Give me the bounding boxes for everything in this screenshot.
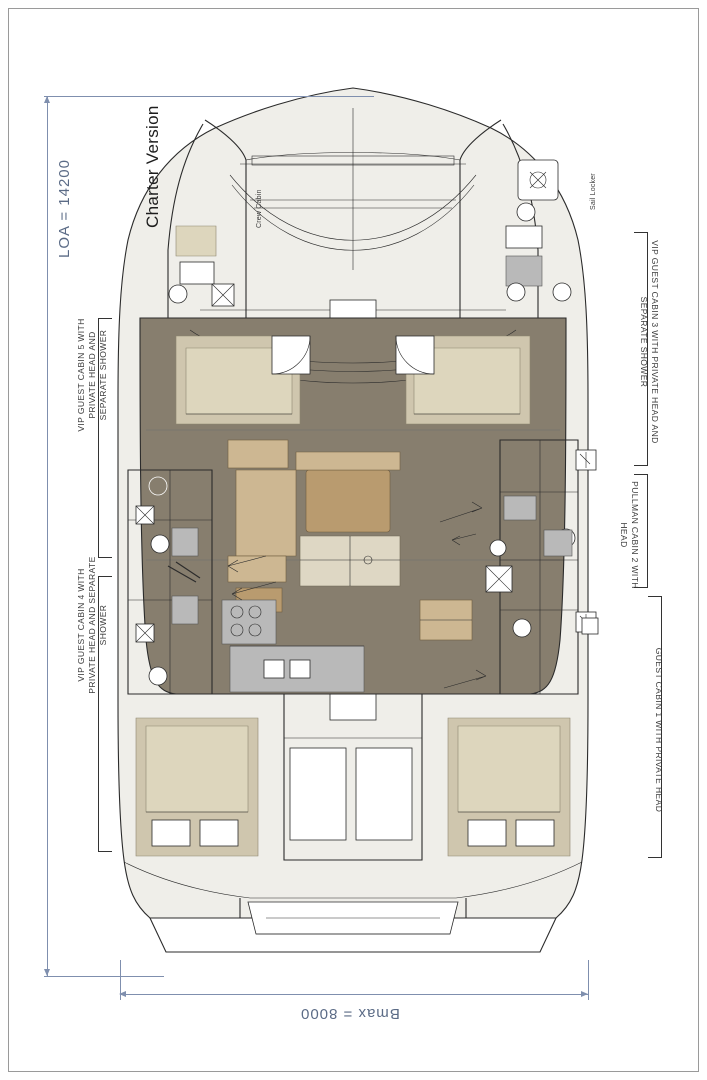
bracket-vip-guest-cabin-5 — [98, 318, 112, 558]
label-crew-cabin: Crew Cabin — [256, 189, 263, 228]
bracket-guest-cabin-1 — [648, 596, 662, 858]
annotation-vip-guest-cabin-4: VIP GUEST CABIN 4 WITH PRIVATE HEAD AND SEPARATE SHOWER — [76, 556, 108, 694]
dimension-loa-tick-top — [44, 96, 374, 97]
annotation-guest-cabin-1: GUEST CABIN 1 WITH PRIVATE HEAD — [654, 647, 664, 813]
dimension-bmax-line — [120, 994, 588, 995]
dimension-loa-label: LOA = 14200 — [56, 159, 73, 258]
bracket-vip-guest-cabin-4 — [98, 576, 112, 852]
dimension-bmax-tick-left — [120, 960, 121, 1000]
label-sail-locker: Sail Locker — [590, 173, 597, 210]
annotation-pullman-cabin-2: PULLMAN CABIN 2 WITH HEAD — [619, 481, 640, 589]
dimension-loa-arrow-top — [44, 96, 50, 103]
bracket-vip-guest-cabin-3 — [634, 232, 648, 466]
bracket-pullman-cabin-2 — [634, 474, 648, 588]
dimension-loa-line — [47, 96, 48, 976]
dimension-bmax-label: Bmax = 8000 — [300, 1005, 400, 1022]
dimension-bmax-tick-right — [588, 960, 589, 1000]
dimension-bmax-arrow-right — [581, 991, 588, 997]
annotation-vip-guest-cabin-3: VIP GUEST CABIN 3 WITH PRIVATE HEAD AND SEPARATE SHOWER — [639, 240, 660, 444]
dimension-loa-tick-bottom — [44, 976, 164, 977]
page-title: Charter Version — [143, 105, 162, 228]
annotation-vip-guest-cabin-5: VIP GUEST CABIN 5 WITH PRIVATE HEAD AND SEPARATE SHOWER — [76, 318, 108, 432]
dimension-loa-arrow-bottom — [44, 969, 50, 976]
